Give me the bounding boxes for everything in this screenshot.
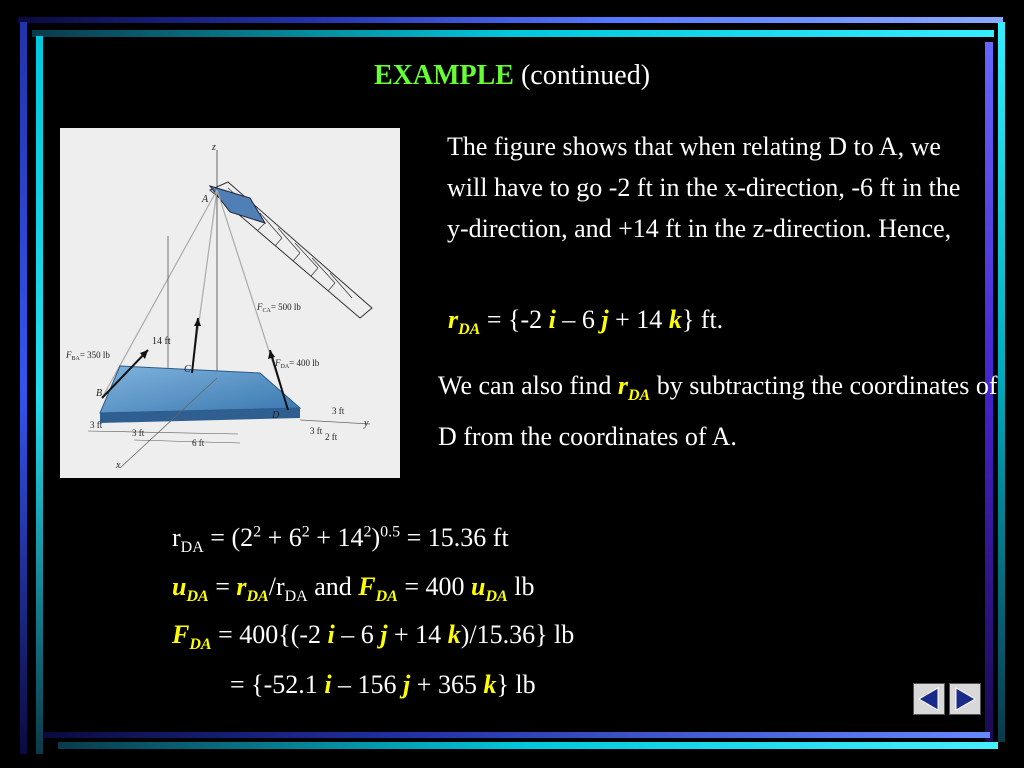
vec-k: k [447,620,461,649]
dim-3ft-c: 3 ft [332,406,345,416]
crane-figure [60,128,400,478]
y-axis [300,420,370,424]
boom-head [210,186,265,223]
next-slide-button[interactable] [949,683,981,715]
eq-text: and [307,572,359,601]
vec-u: u [471,572,486,601]
title-main: EXAMPLE [373,60,514,91]
eq-text: = 15.36 ft [400,523,509,552]
slide-title [0,60,1024,92]
vec-i: i [324,670,332,699]
dim-3ft-d: 3 ft [310,426,323,436]
label-b: B [96,388,103,399]
plate [100,366,300,413]
dim-line-6ft [134,440,240,443]
eq-text: = {-52.1 [230,670,325,699]
sub-da: DA [284,588,308,606]
vec-k: k [668,305,682,334]
sup: 2 [363,523,372,541]
dim-14ft: 14 ft [152,336,171,347]
sub-da: DA [485,588,508,606]
dim-3ft-b: 3 ft [132,428,145,438]
vec-f: F [172,620,190,649]
triangle-left-icon [914,684,944,714]
vec-j: j [403,670,411,699]
vec-k: k [483,670,497,699]
frame-left-bar-inner [36,36,43,754]
label-a: A [202,194,209,205]
eq-text: /r [268,572,285,601]
sub-da: DA [627,387,651,405]
eq-text: + 14 [309,523,364,552]
vec-r: r [448,305,459,334]
vec-r: r [236,572,247,601]
eq-text: ) [371,523,381,552]
vec-i: i [548,305,556,334]
label-f-ca: $F_{CA}= 500$ lb [257,302,301,314]
sub-da: DA [189,636,212,654]
eq-text: } lb [496,670,536,699]
label-d: D [272,410,280,421]
dim-line-bottom [88,431,238,434]
eq-text: – 156 [331,670,404,699]
eq-text: )/15.36} lb [460,620,575,649]
eq-text: = 400 [397,572,472,601]
sub-da: DA [375,588,398,606]
label-c: C [184,364,191,375]
frame-bottom-bar [44,732,990,738]
frame-top-bar-inner [32,30,994,37]
label-x: x [116,460,121,471]
frame-bottom-bar-inner [58,742,998,749]
sub-da: DA [246,588,269,606]
paragraph-relation: The figure shows that when relating D to A, we will have to go -2 ft in the x-direction, -6 ft in the y-direction, and +14 ft in the z-direction. Hence, [447,132,961,243]
dim-3ft-a: 3 ft [90,420,103,430]
label-f-da: $F_{DA}= 400$ lb [275,358,320,370]
title-sub: (continued) [520,60,651,91]
equation-magnitude [172,523,509,557]
eq-text: lb [507,572,535,601]
sub-da: DA [458,321,481,339]
vec-u: u [172,572,187,601]
sub-da: DA [180,539,204,557]
eq-text: = {-2 [480,305,549,334]
eq-text: = (2 [203,523,254,552]
sub-da: DA [186,588,209,606]
dim-2ft: 2 ft [325,432,338,442]
vec-j: j [380,620,388,649]
frame-right-bar [998,22,1005,742]
eq-text: = 400{(-2 [211,620,328,649]
force-arrow-ca [192,318,198,373]
eq-text: + 14 [608,305,669,334]
equation-force-expand [172,620,574,654]
para-text: We can also find [438,371,618,400]
equation-unit-vector [172,572,534,606]
frame-top-bar [18,17,1003,23]
eq-text: – 6 [334,620,381,649]
sup: 0.5 [380,523,401,541]
eq-text: } ft. [681,305,724,334]
dim-6ft: 6 ft [192,438,205,448]
label-f-ba: $F_{BA}= 350$ lb [66,350,110,362]
paragraph-subtract [438,365,998,457]
vec-r: r [617,371,628,400]
label-y: y [364,418,369,429]
vec-i: i [327,620,335,649]
equation-force-result [230,670,536,700]
triangle-right-icon [950,684,980,714]
sup: 2 [253,523,262,541]
vec-j: j [601,305,609,334]
vec-f: F [358,572,376,601]
label-z: z [212,142,216,153]
crane-diagram [60,128,400,478]
eq-text: – 6 [555,305,602,334]
eq-text: + 14 [387,620,448,649]
prev-slide-button[interactable] [913,683,945,715]
equation-r-da [448,305,723,339]
eq-text: + 365 [410,670,484,699]
frame-left-bar [20,22,27,754]
scalar-r: r [172,523,181,552]
sup: 2 [301,523,310,541]
eq-text: = [208,572,237,601]
para-text: by subtracting the coordinates of D from the coordinates of A. [438,371,998,452]
eq-text: + 6 [261,523,302,552]
